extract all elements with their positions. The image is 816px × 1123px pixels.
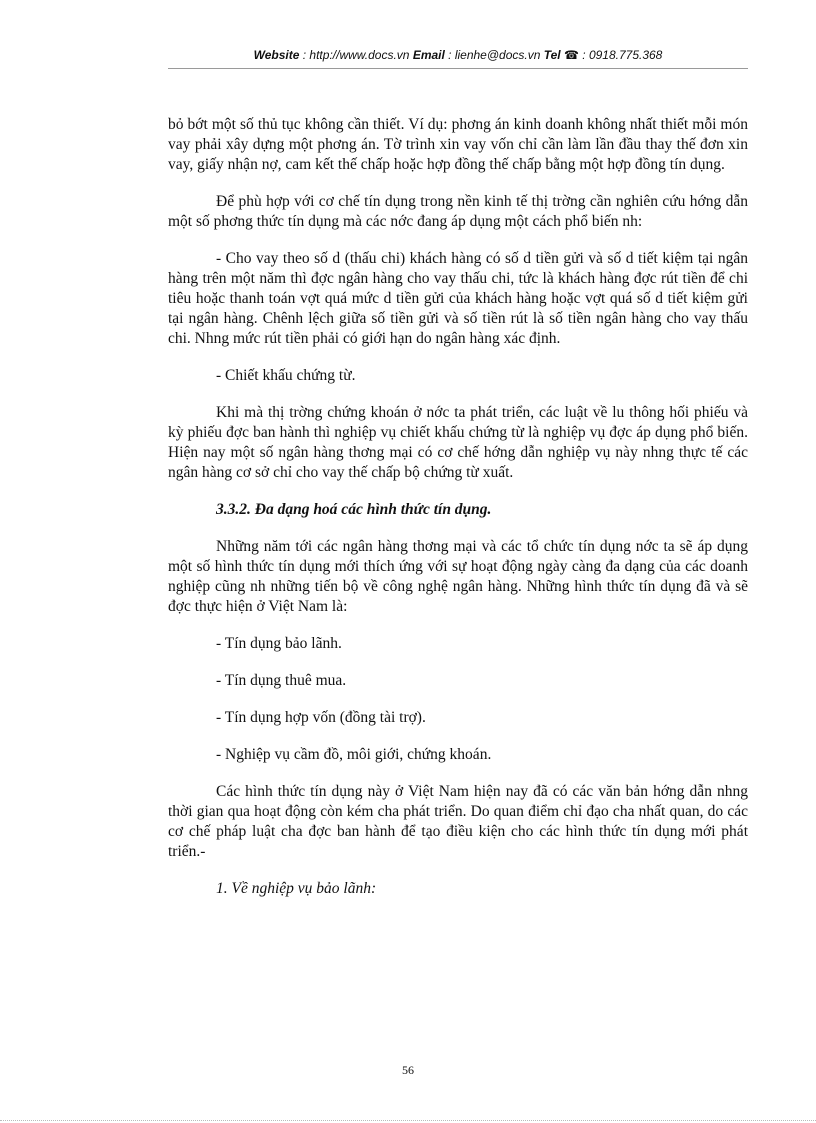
list-item: - Nghiệp vụ cầm đồ, môi giới, chứng khoán. xyxy=(216,746,492,763)
paragraph-discount: - Chiết khấu chứng từ. xyxy=(216,367,356,384)
website-value: : http://www.docs.vn xyxy=(299,48,413,62)
document-body xyxy=(168,115,748,899)
website-label: Website xyxy=(253,48,300,62)
paragraph-6: Những năm tới các ngân hàng thơng mại và các tổ chức tín dụng nớc ta sẽ áp dụng một số hình thức tín dụng mới thích ứng với sự hoạt động ngày càng đa dạng của các doanh nghiệp cũng nh những tiến bộ về công nghệ ngân hàng. Những hình thức tín dụng đã và sẽ đợc thực hiện ở Việt Nam là: xyxy=(168,538,748,615)
section-heading: 3.3.2. Đa dạng hoá các hình thức tín dụng. xyxy=(216,501,492,518)
list-item: - Tín dụng hợp vốn (đồng tài trợ). xyxy=(216,709,426,726)
list-item: - Tín dụng thuê mua. xyxy=(216,672,347,689)
email-value: : lienhe@docs.vn xyxy=(444,48,544,62)
paragraph-overdraft: - Cho vay theo số d (thấu chi) khách hàng có số d tiền gửi và số d tiết kiệm tại ngân hàng trên một năm thì đợc ngân hàng cho vay thấu chi, tức là khách hàng đợc rút tiền để chi tiêu hoặc thanh toán vợt quá mức d tiền gửi của khách hàng hoặc vợt quá số d tiết kiệm gửi tại ngân hàng. Chênh lệch giữa số tiền gửi và số tiền rút là số tiền ngân hàng cho vay thấu chi. Nhng mức rút tiền phải có giới hạn do ngân hàng xác định. xyxy=(168,250,748,347)
paragraph-2: Để phù hợp với cơ chế tín dụng trong nền kinh tế thị trờng cần nghiên cứu hớng dẫn một số phơng thức tín dụng mà các nớc đang áp dụng một cách phổ biến nh: xyxy=(168,193,748,230)
page-header xyxy=(168,48,748,69)
phone-icon: ☎ xyxy=(563,48,579,62)
sub-heading: 1. Về nghiệp vụ bảo lãnh: xyxy=(216,880,377,897)
email-label: Email xyxy=(412,48,445,62)
page-number: 56 xyxy=(402,1063,414,1077)
list-item: - Tín dụng bảo lãnh. xyxy=(216,635,342,652)
page-bottom-divider xyxy=(0,1120,816,1121)
paragraph-7: Các hình thức tín dụng này ở Việt Nam hiện nay đã có các văn bản hớng dẫn nhng thời gian qua hoạt động còn kém cha phát triển. Do quan điểm chỉ đạo cha nhất quan, do các cơ chế pháp luật cha đợc ban hành để tạo điều kiện cho các hình thức tín dụng mới phát triển.- xyxy=(168,783,748,860)
tel-value: : 0918.775.368 xyxy=(578,48,663,62)
paragraph-5: Khi mà thị trờng chứng khoán ở nớc ta phát triển, các luật về lu thông hối phiếu và kỳ phiếu đợc ban hành thì nghiệp vụ chiết khấu chứng từ là nghiệp vụ đợc áp dụng phổ biến. Hiện nay một số ngân hàng thơng mại có cơ chế hớng dẫn nghiệp vụ này nhng thực tế các ngân hàng cơ sở chỉ cho vay thế chấp bộ chứng từ xuất. xyxy=(168,404,748,481)
tel-label: Tel xyxy=(543,48,561,62)
paragraph-1: bỏ bớt một số thủ tục không cần thiết. Ví dụ: phơng án kinh doanh không nhất thiết mỗi món vay phải xây dựng một phơng án. Tờ trình xin vay vốn chỉ cần làm lần đầu thay thế đơn xin vay, giấy nhận nợ, cam kết thế chấp hoặc hợp đồng thế chấp bằng một hợp đồng tín dụng. xyxy=(168,116,748,173)
